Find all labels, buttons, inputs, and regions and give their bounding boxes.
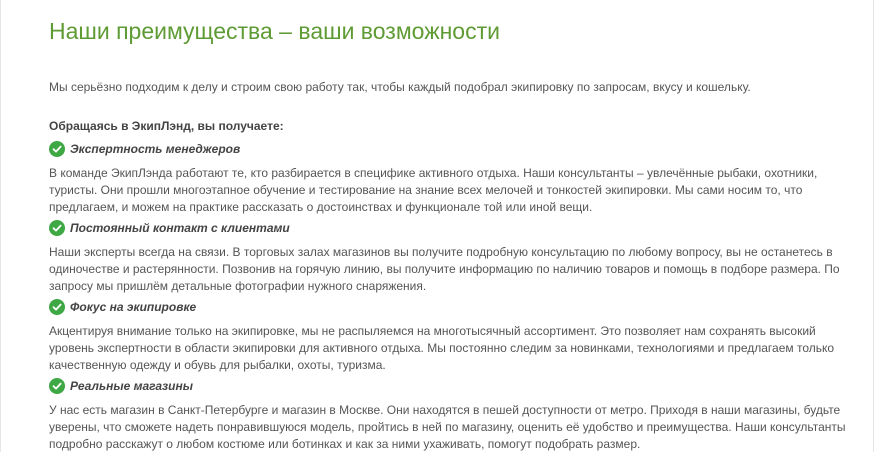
page-title: Наши преимущества – ваши возможности — [49, 18, 500, 44]
benefit-title: Реальные магазины — [70, 378, 193, 393]
benefit-title: Постоянный контакт с клиентами — [70, 220, 290, 235]
benefit-header — [49, 298, 849, 315]
benefits-lead: Обращаясь в ЭкипЛэнд, вы получаете: — [49, 119, 284, 133]
benefit-item-expertise — [49, 140, 849, 216]
benefit-title: Фокус на экипировке — [70, 299, 197, 314]
benefit-text: Акцентируя внимание только на экипировке, мы не распыляемся на многотысячный ассортимент. Это позволяет нам сохранять высокий уровень экспертности в области экипировки для активного отдыха. Мы постоянно следим за новинками, технологиями и предлагаем только качественную одежду и обувь для рыбалки, охоты, туризма. — [49, 324, 835, 372]
benefit-title: Экспертность менеджеров — [70, 141, 241, 156]
benefit-header — [49, 140, 849, 157]
benefit-text: В команде ЭкипЛэнда работают те, кто разбирается в специфике активного отдыха. Наши консультанты – увлечённые рыбаки, охотники, туристы. Они прошли многоэтапное обучение и тестирование на знание всех мелочей и тонкостей экипировки. Мы сами носим то, что предлагаем, и можем на практике рассказать о достоинствах и функционале той или иной вещи. — [49, 166, 818, 214]
check-circle-icon — [49, 378, 65, 394]
intro-text: Мы серьёзно подходим к делу и строим свою работу так, чтобы каждый подобрал экипировку по запросам, вкусу и кошельку. — [49, 80, 751, 94]
check-circle-icon — [49, 220, 65, 236]
benefit-header — [49, 377, 849, 394]
benefit-item-stores — [49, 377, 849, 452]
benefit-header — [49, 219, 849, 236]
benefit-text: У нас есть магазин в Санкт-Петербурге и магазин в Москве. Они находятся в пешей доступности от метро. Приходя в наши магазины, будьте уверены, что сможете надеть понравившуюся модель, пройтись в ней по магазину, оценить её удобство и преимущества. Наши консультанты подробно расскажут о любом костюме или ботинках и как за ними ухаживать, помогут подобрать размер. — [49, 403, 846, 451]
check-circle-icon — [49, 141, 65, 157]
check-circle-icon — [49, 299, 65, 315]
benefit-item-focus — [49, 298, 849, 374]
benefit-item-contact — [49, 219, 849, 295]
benefit-text: Наши эксперты всегда на связи. В торговых залах магазинов вы получите подробную консультацию по любому вопросу, вы не останетесь в одиночестве и растерянности. Позвонив на горячую линию, вы получите информацию по наличию товаров и помощь в подборе размера. По запросу мы пришлём детальные фотографии нужного снаряжения. — [49, 245, 840, 293]
